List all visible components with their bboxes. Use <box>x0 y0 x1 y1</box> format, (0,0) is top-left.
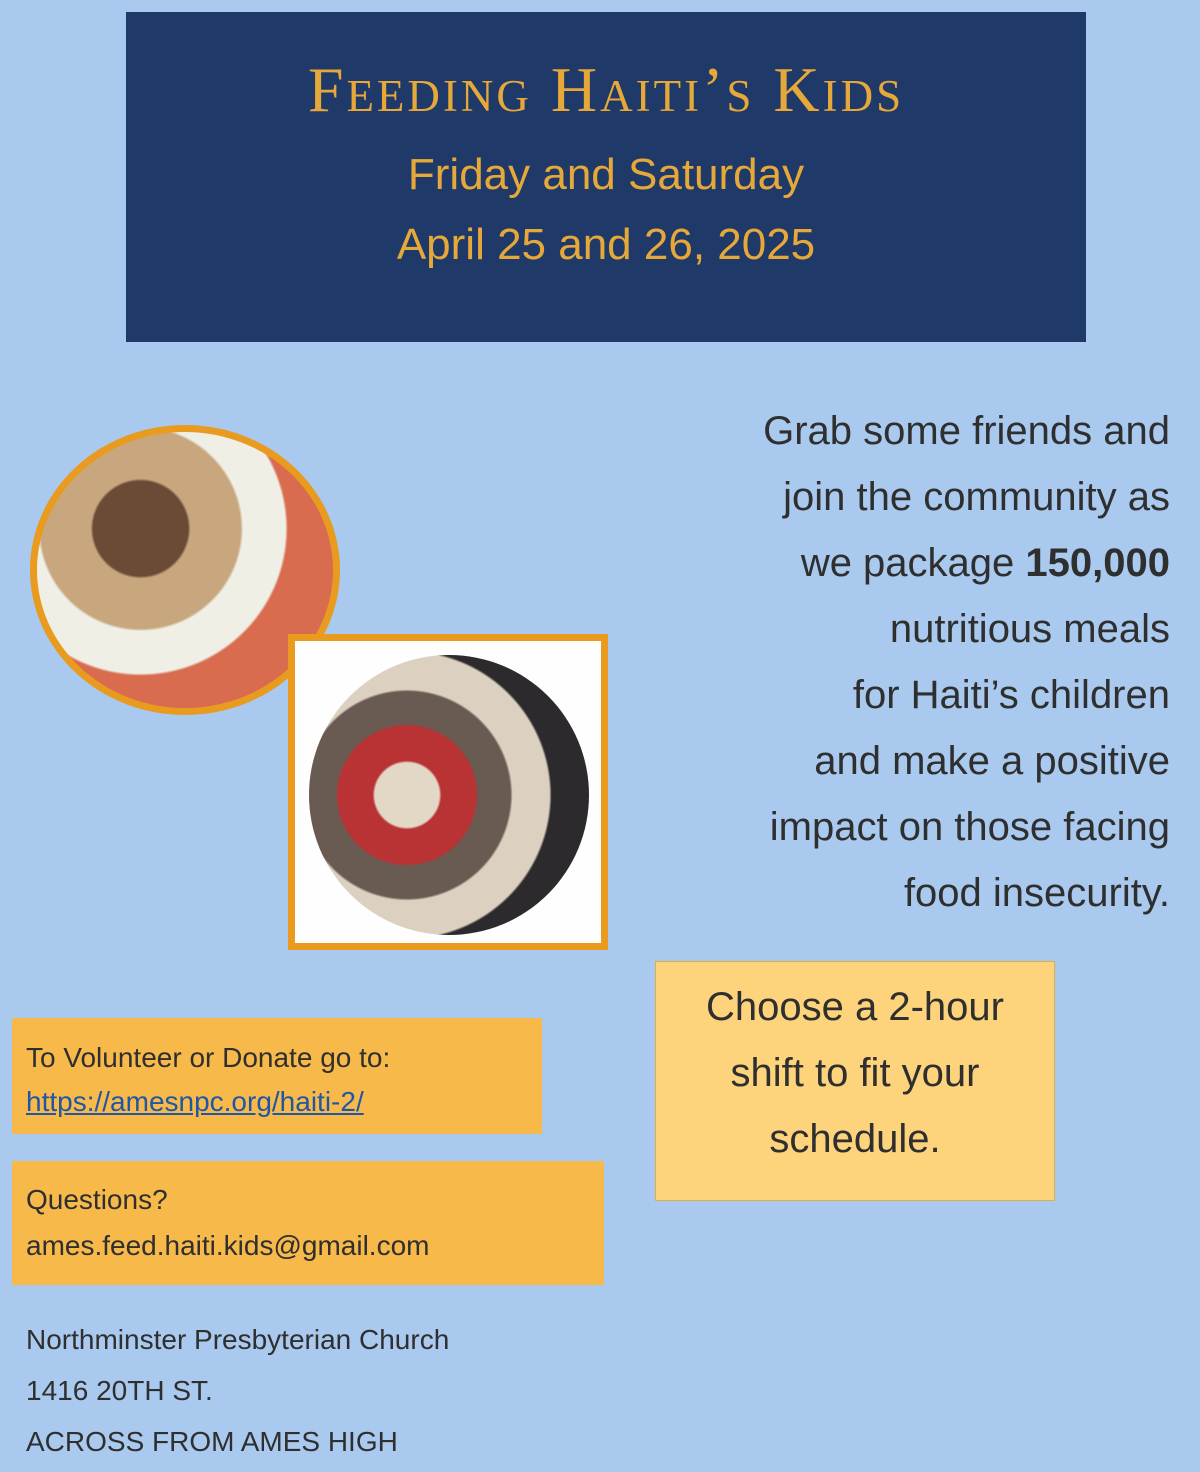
shift-line: Choose a 2-hour <box>706 985 1004 1029</box>
shift-callout <box>655 961 1055 1201</box>
volunteer-info-box <box>12 1018 542 1134</box>
event-dates: April 25 and 26, 2025 <box>396 220 816 269</box>
volunteer-link[interactable]: https://amesnpc.org/haiti-2/ <box>26 1086 364 1117</box>
volunteers-packaging-photo <box>309 655 589 935</box>
description-line <box>610 530 1170 596</box>
title-banner <box>126 12 1086 342</box>
description-text: we package <box>800 541 1026 585</box>
description-line: join the community as <box>783 475 1170 519</box>
meal-count: 150,000 <box>1025 541 1170 585</box>
location-note: ACROSS FROM AMES HIGH <box>26 1426 398 1457</box>
shift-line: schedule. <box>769 1117 941 1161</box>
contact-email: ames.feed.haiti.kids@gmail.com <box>26 1230 430 1261</box>
questions-label: Questions? <box>26 1184 168 1215</box>
description-line: nutritious meals <box>889 607 1170 651</box>
location-block <box>26 1314 449 1467</box>
church-name: Northminster Presbyterian Church <box>26 1324 450 1355</box>
description-line: impact on those facing <box>769 805 1170 849</box>
street-address: 1416 20TH ST. <box>26 1375 213 1406</box>
volunteers-packaging-photo-frame <box>288 634 608 950</box>
description-line: food insecurity. <box>903 871 1170 915</box>
event-title: Feeding Haiti’s Kids <box>307 54 905 125</box>
event-description <box>610 398 1170 926</box>
description-line: and make a positive <box>814 739 1170 783</box>
shift-line: shift to fit your <box>730 1051 980 1095</box>
questions-info-box <box>12 1161 604 1285</box>
description-line: Grab some friends and <box>763 409 1170 453</box>
volunteer-label: To Volunteer or Donate go to: <box>26 1042 391 1073</box>
event-days: Friday and Saturday <box>407 150 805 199</box>
description-line: for Haiti’s children <box>852 673 1170 717</box>
